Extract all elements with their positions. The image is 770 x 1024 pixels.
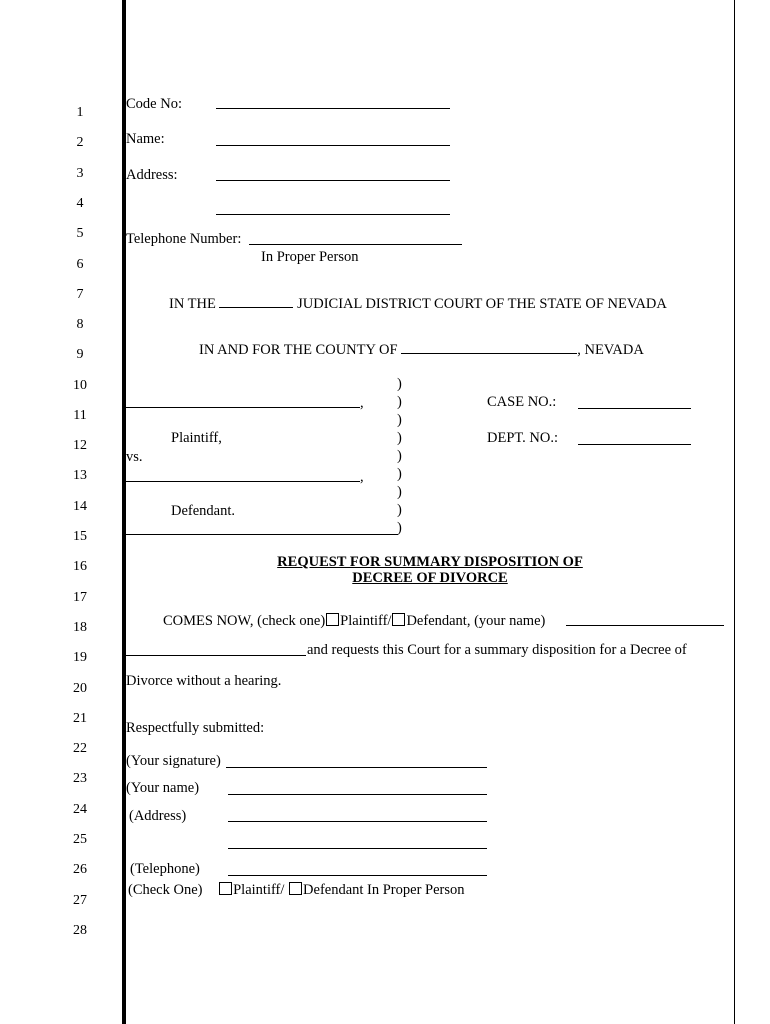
signature-plaintiff-text: Plaintiff/ [233, 882, 285, 898]
line-number: 23 [73, 771, 87, 786]
signature-field[interactable] [226, 767, 487, 768]
signature-defendant-checkbox[interactable] [289, 882, 302, 895]
signature-plaintiff-checkbox[interactable] [219, 882, 232, 895]
document-title-line1: REQUEST FOR SUMMARY DISPOSITION OF [277, 554, 583, 570]
line-number: 28 [73, 923, 87, 938]
signature-name-field[interactable] [228, 794, 487, 795]
district-number-field[interactable] [219, 294, 293, 308]
line-number: 16 [73, 559, 87, 574]
line-number: 12 [73, 438, 87, 453]
respectfully-text: Respectfully submitted: [126, 720, 265, 736]
line-number: 25 [73, 832, 87, 847]
address-field-line2[interactable] [216, 214, 450, 215]
right-margin-rule [734, 0, 735, 1024]
line-number: 22 [73, 741, 87, 756]
caption-paren: ) [397, 520, 402, 536]
caption-paren: ) [397, 394, 402, 410]
line-number: 8 [76, 317, 84, 332]
line-number: 24 [73, 802, 87, 817]
requests-text: and requests this Court for a summary disposition for a Decree of [307, 642, 687, 658]
line-number: 21 [73, 711, 87, 726]
your-name-label: (Your name) [126, 780, 200, 796]
caption-bottom-rule [126, 534, 398, 535]
case-no-field[interactable] [578, 408, 691, 409]
line-number: 26 [73, 862, 87, 877]
county-field[interactable] [401, 340, 577, 354]
address-field-line1[interactable] [216, 180, 450, 181]
caption-paren: ) [397, 502, 402, 518]
line-number: 20 [73, 681, 87, 696]
telephone-label: Telephone Number: [126, 231, 242, 247]
county-suffix-text: , NEVADA [577, 342, 644, 358]
line-number: 1 [76, 105, 84, 120]
telephone-field[interactable] [249, 244, 462, 245]
in-the-text: IN THE [169, 296, 216, 312]
in-proper-person-label: In Proper Person [261, 249, 359, 265]
line-number: 7 [76, 287, 84, 302]
county-prefix-text: IN AND FOR THE COUNTY OF [199, 342, 398, 358]
line-number: 18 [73, 620, 87, 635]
defendant-checkbox[interactable] [392, 613, 405, 626]
document-title-line2: DECREE OF DIVORCE [352, 570, 508, 586]
name-label: Name: [126, 131, 165, 147]
left-margin-rule [122, 0, 126, 1024]
line-number: 14 [73, 499, 87, 514]
name-field[interactable] [216, 145, 450, 146]
line-number: 2 [76, 135, 84, 150]
plaintiff-checkbox[interactable] [326, 613, 339, 626]
signature-address-field2[interactable] [228, 848, 487, 849]
line-number: 27 [73, 893, 87, 908]
defendant-comma: , [360, 469, 364, 485]
line-number: 9 [76, 347, 84, 362]
caption-paren: ) [397, 466, 402, 482]
plaintiff-label: Plaintiff, [171, 430, 222, 446]
signature-telephone-field[interactable] [228, 875, 487, 876]
caption-paren: ) [397, 376, 402, 392]
line-number: 15 [73, 529, 87, 544]
line-number: 11 [73, 408, 87, 423]
caption-paren: ) [397, 484, 402, 500]
defendant-option-text: Defendant, (your name) [406, 613, 546, 629]
line-number: 13 [73, 468, 87, 483]
defendant-label: Defendant. [171, 503, 236, 519]
telephone-signature-label: (Telephone) [130, 861, 200, 877]
caption-paren: ) [397, 448, 402, 464]
county-heading [199, 340, 644, 358]
check-one-line [128, 882, 465, 898]
case-no-label: CASE NO.: [487, 394, 557, 410]
comes-now-line [163, 613, 545, 629]
plaintiff-name-field[interactable] [126, 407, 360, 408]
line-number: 17 [73, 590, 87, 605]
your-signature-label: (Your signature) [126, 753, 221, 769]
signature-address-field1[interactable] [228, 821, 487, 822]
dept-no-field[interactable] [578, 444, 691, 445]
caption-paren: ) [397, 430, 402, 446]
plaintiff-comma: , [360, 395, 364, 411]
address-label: Address: [126, 167, 178, 183]
judicial-district-text: JUDICIAL DISTRICT COURT OF THE STATE OF NEVADA [297, 296, 667, 312]
signature-defendant-text: Defendant In Proper Person [303, 882, 465, 898]
line-number: 4 [76, 196, 84, 211]
line-number: 5 [76, 226, 84, 241]
code-no-field[interactable] [216, 108, 450, 109]
defendant-name-field[interactable] [126, 481, 360, 482]
address-signature-label: (Address) [129, 808, 187, 824]
plaintiff-option-text: Plaintiff/ [340, 613, 392, 629]
your-name-field[interactable] [566, 625, 724, 626]
line-number: 19 [73, 650, 87, 665]
comes-now-text: COMES NOW, (check one) [163, 613, 326, 629]
vs-label: vs. [126, 449, 143, 465]
line-number: 3 [76, 166, 84, 181]
line-number: 10 [73, 378, 87, 393]
check-one-label: (Check One) [128, 882, 203, 898]
your-name-field-cont[interactable] [126, 655, 306, 656]
dept-no-label: DEPT. NO.: [487, 430, 559, 446]
code-no-label: Code No: [126, 96, 182, 112]
caption-paren: ) [397, 412, 402, 428]
court-heading [169, 294, 667, 312]
divorce-text: Divorce without a hearing. [126, 673, 282, 689]
line-number: 6 [76, 257, 84, 272]
